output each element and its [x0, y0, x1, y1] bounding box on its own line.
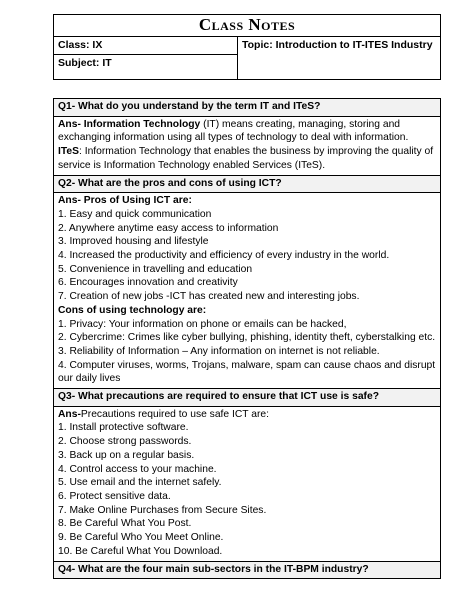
list-item: 6. Encourages innovation and creativity: [58, 277, 238, 289]
q4-question: Q4- What are the four main sub-sectors in the IT-BPM industry?: [54, 561, 441, 579]
list-item: 1. Easy and quick communication: [58, 208, 212, 220]
list-item: 3. Back up on a regular basis.: [58, 449, 195, 461]
pros-list: [58, 208, 436, 304]
precautions-list: [58, 421, 436, 558]
q2-question: Q2- What are the pros and cons of using ICT?: [54, 175, 441, 193]
list-item: 8. Be Careful What You Post.: [58, 518, 192, 530]
subject-label: Subject: IT: [54, 55, 238, 80]
list-item: 2. Cybercrime: Crimes like cyber bullying, phishing, identity theft, cyberstalking etc.: [58, 332, 436, 344]
list-item: 1. Privacy: Your information on phone or emails can be hacked,: [58, 318, 347, 330]
q1-it-text: (IT) means creating, managing, storing and exchanging information using all types of technology to deal with information.: [58, 118, 409, 144]
q1-question: Q1- What do you understand by the term IT and ITeS?: [54, 99, 441, 117]
q1-it-term: Information Technology: [83, 118, 201, 130]
q3-ans-intro: Precautions required to use safe ICT are:: [80, 408, 270, 420]
list-item: 3. Reliability of Information – Any information on internet is not reliable.: [58, 345, 380, 357]
q2-cons-heading: Cons of using technology are:: [58, 304, 207, 316]
topic-label: Topic: Introduction to IT-ITES Industry: [238, 37, 441, 80]
list-item: 4. Control access to your machine.: [58, 463, 217, 475]
cons-list: [58, 318, 436, 387]
list-item: 10. Be Careful What You Download.: [58, 545, 223, 557]
class-label: Class: IX: [54, 37, 238, 55]
qa-table: [53, 98, 441, 579]
q1-ites-term: ITeS: [58, 146, 79, 158]
list-item: 2. Anywhere anytime easy access to information: [58, 222, 279, 234]
header-table: [53, 14, 441, 80]
page-title: Class Notes: [54, 15, 441, 37]
list-item: 7. Creation of new jobs -ICT has created new and interesting jobs.: [58, 291, 360, 303]
q3-answer: [54, 406, 441, 561]
list-item: 9. Be Careful Who You Meet Online.: [58, 532, 224, 544]
q1-ites-text: : Information Technology that enables the business by improving the quality of service is Information Technology enabled Services (ITeS).: [58, 146, 434, 171]
list-item: 5. Convenience in travelling and education: [58, 263, 253, 275]
list-item: 4. Increased the productivity and efficiency of every industry in the world.: [58, 250, 390, 262]
list-item: 2. Choose strong passwords.: [58, 436, 192, 448]
q1-answer: [54, 116, 441, 175]
list-item: 5. Use email and the internet safely.: [58, 477, 222, 489]
q3-question: Q3- What precautions are required to ensure that ICT use is safe?: [54, 389, 441, 407]
list-item: 1. Install protective software.: [58, 422, 189, 434]
q2-answer: [54, 193, 441, 389]
list-item: 7. Make Online Purchases from Secure Sites.: [58, 504, 267, 516]
q2-pros-heading: Ans- Pros of Using ICT are:: [58, 195, 192, 207]
list-item: 3. Improved housing and lifestyle: [58, 236, 209, 248]
q1-ans-prefix: Ans-: [58, 118, 81, 130]
list-item: 6. Protect sensitive data.: [58, 490, 171, 502]
q3-ans-prefix: Ans-: [58, 408, 81, 420]
list-item: 4. Computer viruses, worms, Trojans, malware, spam can cause chaos and disrupt our daily lives: [58, 359, 436, 385]
